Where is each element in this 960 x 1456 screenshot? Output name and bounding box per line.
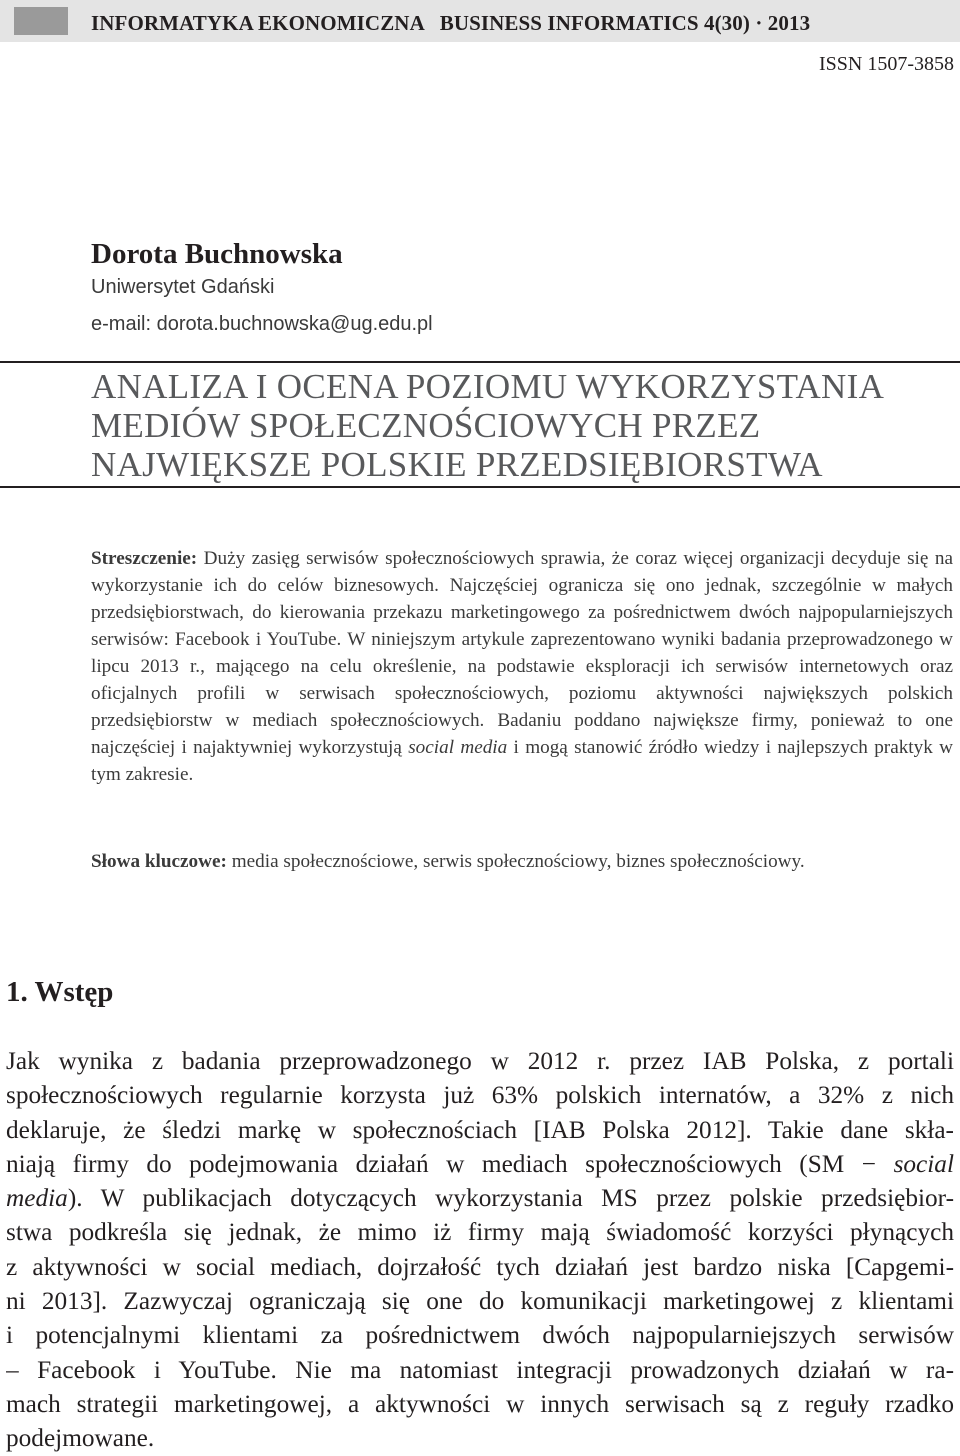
body-line — [6, 1421, 954, 1455]
body-text-run: ni 2013]. Zazwyczaj ograniczają się one do komunikacji marketingowej z klientami — [6, 1287, 954, 1316]
keywords — [91, 848, 957, 875]
body-line — [6, 1113, 954, 1147]
body-line — [6, 1353, 954, 1387]
abstract-text-end: i mogą stanowić źródło wiedzy i najlepszych praktyk w tym zakresie. — [91, 737, 953, 785]
body-line — [6, 1147, 954, 1181]
body-text-run: niają firmy do podejmowania działań w mediach społecznościowych (SM − — [6, 1149, 894, 1178]
body-text-run: – Facebook i YouTube. Nie ma natomiast integracji prowadzonych działań w ra- — [6, 1355, 954, 1384]
abstract-label: Streszczenie: — [91, 548, 198, 569]
body-italic-term: media — [6, 1184, 68, 1213]
section-heading: 1. Wstęp — [6, 976, 114, 1008]
keywords-label: Słowa kluczowe: — [91, 851, 227, 872]
abstract — [91, 545, 953, 788]
journal-title: INFORMATYKA EKONOMICZNA BUSINESS INFORMATICS 4(30) · 2013 — [91, 11, 811, 35]
section-body — [6, 1044, 954, 1456]
body-text-run: Jak wynika z badania przeprowadzonego w 2012 r. przez IAB Polska, z portali — [6, 1047, 954, 1075]
author-affiliation: Uniwersytet Gdański — [91, 276, 275, 298]
title-rule-top — [0, 361, 960, 363]
abstract-text: Duży zasięg serwisów społecznościowych sprawia, że coraz więcej organizacji decyduje się na wykorzystanie ich do celów biznesowych. Najczęściej ogranicza się ono jednak, szczególnie w małych przedsiębiorstwach, do kierowania przekazu marketingowego za pośrednictwem dwóch najpopularniejszych serwisów: Facebook i YouTube. W niniejszym artykule zaprezentowano wyniki badania przeprowadzonego w lipcu 2013 r., mającego na celu określenie, na podstawie eksploracji ich serwisów internetowych oraz oficjalnych profili w serwisach społecznościowych, poziomu aktywności największych polskich przedsiębiorstw w mediach społecznościowych. Badaniu poddano największe firmy, ponieważ to one najczęściej i najaktywniej wykorzystują — [91, 548, 953, 758]
body-line — [6, 1215, 954, 1249]
keywords-text: media społecznościowe, serwis społecznościowy, biznes społecznościowy. — [226, 851, 805, 872]
article-title-line: MEDIÓW SPOŁECZNOŚCIOWYCH PRZEZ — [91, 406, 761, 445]
body-line — [6, 1318, 954, 1352]
author-name: Dorota Buchnowska — [91, 238, 343, 270]
body-text-run: mach strategii marketingowej, a aktywności w innych serwisach są z reguły rzadko — [6, 1389, 954, 1418]
body-text-run: ). W publikacjach dotyczących wykorzystania MS przez polskie przedsiębior- — [67, 1184, 954, 1213]
title-rule-bottom — [0, 486, 960, 488]
article-title-line: NAJWIĘKSZE POLSKIE PRZEDSIĘBIORSTWA — [91, 445, 823, 484]
body-text-run: i potencjalnymi klientami za pośrednictwem dwóch najpopularniejszych serwisów — [6, 1321, 954, 1350]
body-text-run: podejmowane. — [6, 1424, 155, 1453]
article-title-line: ANALIZA I OCENA POZIOMU WYKORZYSTANIA — [91, 367, 885, 406]
header-decorative-block — [14, 7, 68, 35]
article-title — [91, 367, 951, 484]
body-text-run: stwa podkreśla się jednak, że mimo iż firmy mają świadomość korzyści płynących — [6, 1218, 954, 1247]
author-email: e-mail: dorota.buchnowska@ug.edu.pl — [91, 313, 433, 335]
body-line — [6, 1078, 954, 1112]
body-line — [6, 1044, 954, 1078]
body-text-run: z aktywności w social mediach, dojrzałość tych działań jest bardzo niska [Capgemi- — [6, 1252, 954, 1281]
body-line — [6, 1284, 954, 1318]
journal-header-bar — [0, 0, 960, 42]
body-line — [6, 1181, 954, 1215]
body-italic-term: social — [893, 1149, 954, 1178]
body-line — [6, 1250, 954, 1284]
abstract-italic-term: social media — [408, 737, 508, 758]
body-text-run: deklaruje, że śledzi markę w społecznościach [IAB Polska 2012]. Takie dane skła- — [6, 1115, 954, 1144]
issn: ISSN 1507-3858 — [818, 53, 954, 75]
body-line — [6, 1387, 954, 1421]
body-text-run: społecznościowych regularnie korzysta już 63% polskich internatów, a 32% z nich — [6, 1081, 954, 1110]
